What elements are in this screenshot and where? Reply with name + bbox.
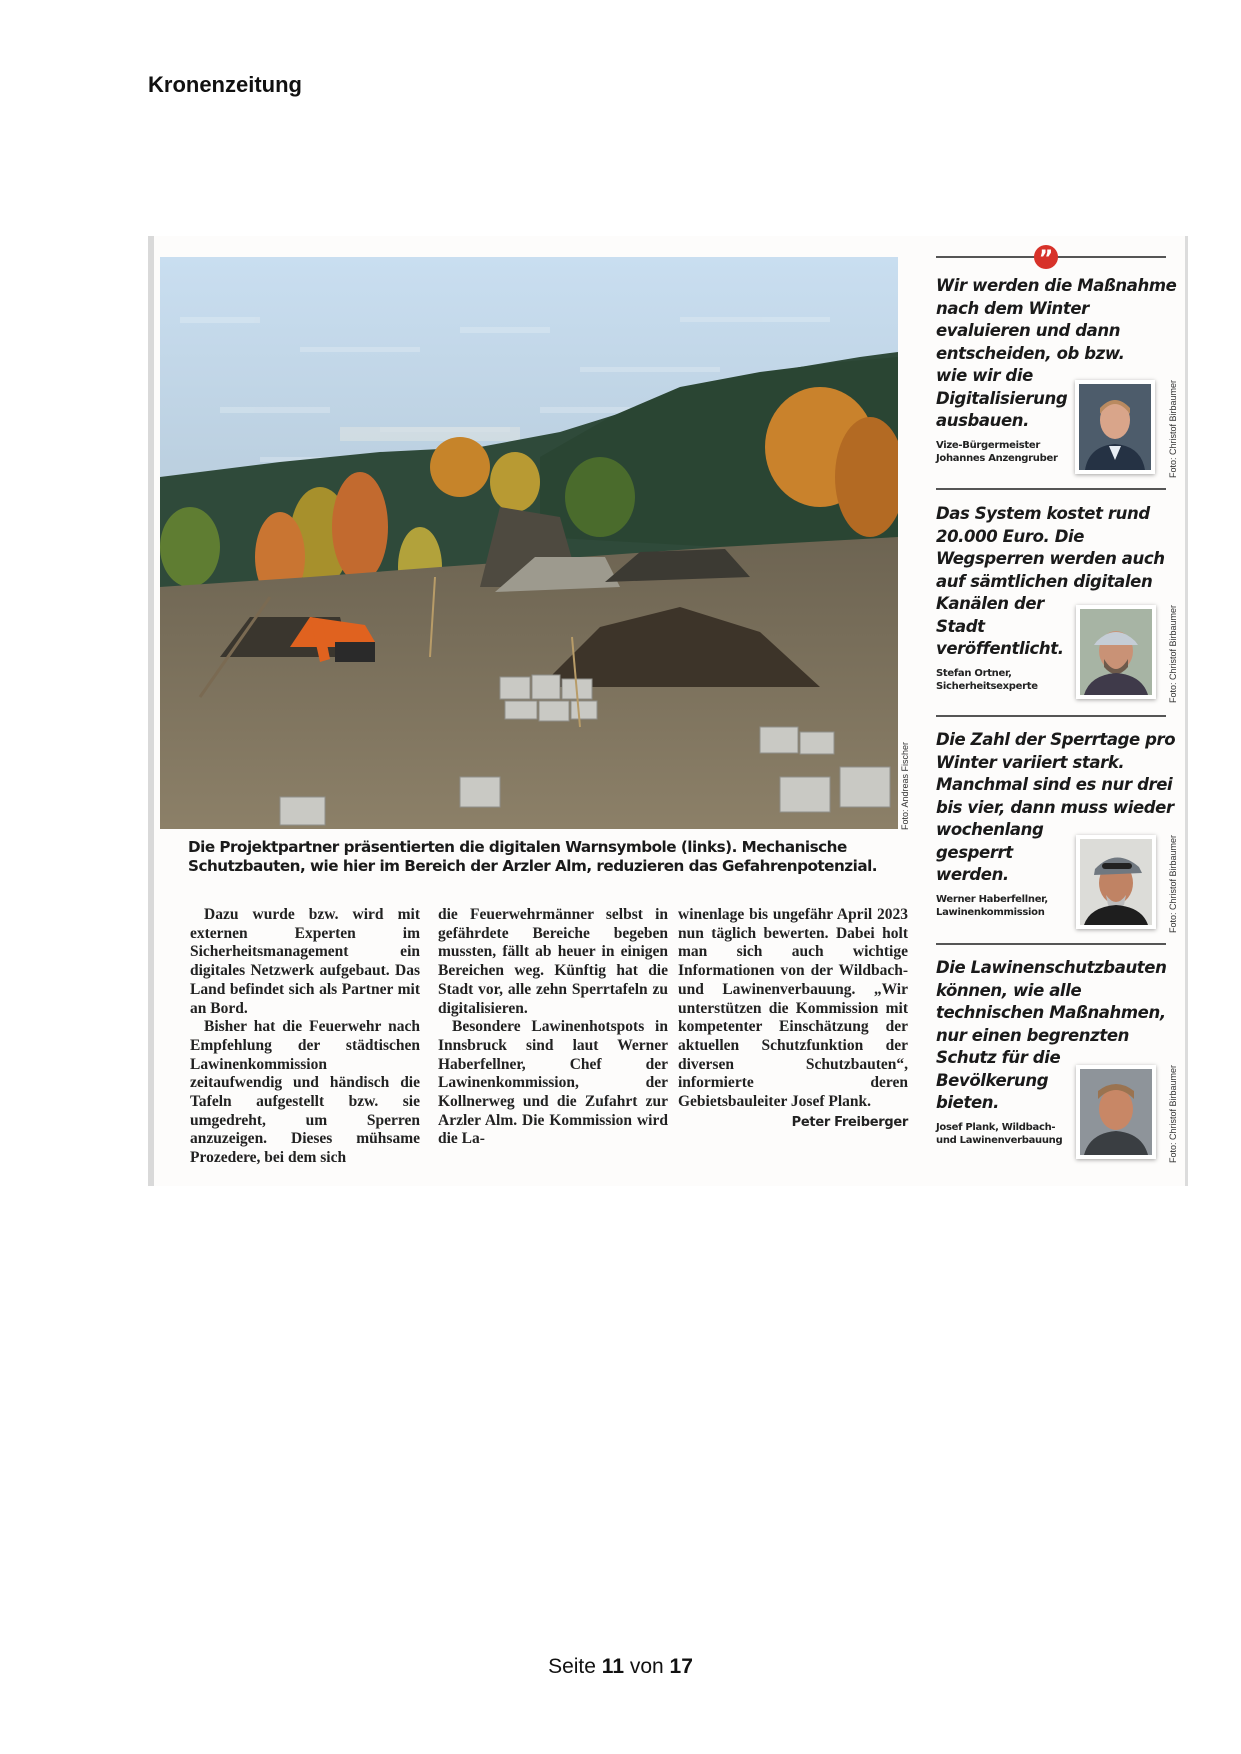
page-footer [0, 1655, 1241, 1679]
photo-caption [188, 838, 888, 876]
clipping-right-edge [1185, 236, 1188, 1186]
paragraph: winenlage bis ungefähr April 2023 nun täglich bewerten. Dabei holt man sich auch wichtige Informationen von der Wildbach- und Lawinenverbauung. „Wir unterstützen die Kommission mit kompetenter Einschätzung der aktuellen Schutzfunktion der diversen Schutzbauten“, informierte deren Gebietsbauleiter Josef Plank. [678, 906, 908, 1111]
quote-attribution: Vize-Bürgermeister Johannes Anzengruber [936, 439, 1058, 464]
paragraph: Bisher hat die Feuerwehr nach Empfehlung der städtischen Lawinenkommission zeitaufwendig und händisch die Tafeln aufgestellt bzw. sie umgedreht, um Sperren anzuzeigen. Dieses mühsame Prozedere, bei dem sich [190, 1018, 420, 1167]
divider [936, 488, 1166, 490]
page-separator: von [629, 1655, 664, 1678]
divider [936, 715, 1166, 717]
quote-attribution: Stefan Ortner, Sicherheitsexperte [936, 667, 1038, 692]
caption-line: Schutzbauten, wie hier im Bereich der Arzler Alm, reduzieren das Gefahrenpotenzial. [188, 857, 878, 875]
caption-line: Die Projektpartner präsentierten die digitalen Warnsymbole (links). Mechanische [188, 838, 847, 856]
portrait-plank [1080, 1069, 1152, 1155]
current-page-number: 11 [601, 1655, 624, 1678]
portrait-ortner [1080, 609, 1152, 695]
quote-mark-icon: ” [1034, 245, 1058, 269]
quote-text: Das System kostet rund 20.000 Euro. Die Wegsperren werden auch auf sämtlichen digitalen Kanälen der Stadt veröffentlicht. [936, 504, 1165, 658]
portrait-credit: Foto: Christof Birbaumer [1168, 604, 1178, 703]
quote-attribution: Werner Haberfellner, Lawinenkommission [936, 893, 1048, 918]
article-photo [160, 257, 898, 829]
divider [936, 943, 1166, 945]
article-column-3 [678, 906, 908, 1132]
author-byline: Peter Freiberger [791, 1114, 908, 1130]
paragraph: Besondere Lawinenhotspots in Innsbruck sind laut Werner Haberfellner, Chef der Lawinenkommission, der Kollnerweg und die Zufahrt zur Arzler Alm. Die Kommission wird die La- [438, 1018, 668, 1148]
portrait-photo [1076, 835, 1156, 929]
landscape-illustration [160, 257, 898, 829]
portrait-credit: Foto: Christof Birbaumer [1168, 1064, 1178, 1163]
article-column-1 [190, 906, 420, 1168]
paragraph: Dazu wurde bzw. wird mit externen Experten im Sicherheitsmanagement ein digitales Netzwerk aufgebaut. Das Land befindet sich als Partner mit an Bord. [190, 906, 420, 1017]
photo-credit: Foto: Andreas Fischer [900, 741, 910, 830]
portrait-photo [1076, 605, 1156, 699]
publication-title: Kronenzeitung [148, 72, 302, 97]
quote-text: Die Lawinenschutzbauten können, wie alle technischen Maßnahmen, nur einen begrenzten Schutz für die Bevölkerung bieten. [936, 958, 1167, 1112]
paragraph: die Feuerwehrmänner selbst in gefährdete Bereiche begeben mussten, fällt ab heuer in einigen Bereichen weg. Künftig hat die Stadt vor, alle zehn Sperrtafeln zu digitalisieren. [438, 906, 668, 1017]
quote-attribution: Josef Plank, Wildbach- und Lawinenverbauung [936, 1121, 1063, 1146]
quote-text: Wir werden die Maßnahme nach dem Winter evaluieren und dann entscheiden, ob bzw. wie wir die Digitalisierung ausbauen. [936, 276, 1177, 430]
total-pages: 17 [669, 1655, 693, 1678]
page-label: Seite [548, 1655, 596, 1678]
portrait-haberfellner [1080, 839, 1152, 925]
quote-text: Die Zahl der Sperrtage pro Winter variiert stark. Manchmal sind es nur drei bis vier, dann muss wieder wochenlang gesperrt werden. [936, 730, 1176, 884]
portrait-credit: Foto: Christof Birbaumer [1168, 834, 1178, 933]
quote-header [936, 245, 1166, 272]
article-column-2 [438, 906, 668, 1149]
clipping-left-edge [148, 236, 154, 1186]
portrait-photo [1076, 1065, 1156, 1159]
portrait-photo [1075, 380, 1155, 474]
portrait-anzengruber [1079, 384, 1151, 470]
portrait-credit: Foto: Christof Birbaumer [1168, 379, 1178, 478]
